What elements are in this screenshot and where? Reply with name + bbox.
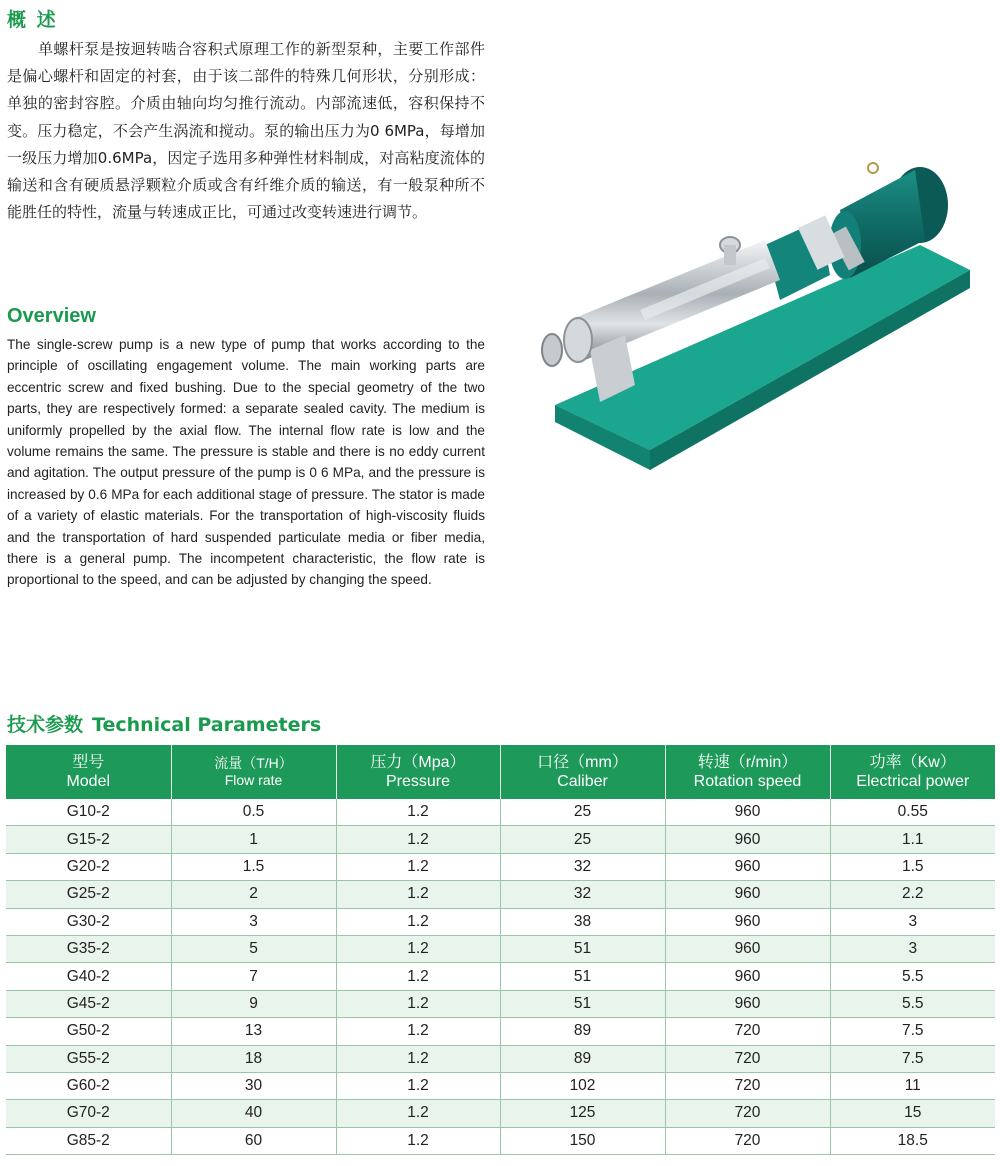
table-cell: 1.2 <box>336 1018 500 1045</box>
col-caliber-en: Caliber <box>557 773 608 790</box>
table-cell: 1.2 <box>336 881 500 908</box>
col-flow-rate-en: Flow rate <box>224 772 283 788</box>
table-cell: G40-2 <box>6 963 171 990</box>
table-cell: 720 <box>665 1127 830 1154</box>
table-cell: G10-2 <box>6 799 171 826</box>
table-cell: 1.2 <box>336 853 500 880</box>
table-cell: G15-2 <box>6 826 171 853</box>
table-cell: 15 <box>830 1100 995 1127</box>
table-cell: 13 <box>171 1018 336 1045</box>
table-cell: 720 <box>665 1072 830 1099</box>
table-cell: 960 <box>665 853 830 880</box>
table-cell: 51 <box>500 935 665 962</box>
tech-params-heading-cn: 技术参数 <box>7 714 84 736</box>
table-cell: 0.5 <box>171 799 336 826</box>
col-rotation-speed <box>665 745 830 799</box>
col-rotation-speed-cn: 转速（r/min） <box>697 754 798 771</box>
col-caliber-cn: 口径（mm） <box>537 754 628 771</box>
table-cell: 89 <box>500 1018 665 1045</box>
table-cell: 5.5 <box>830 963 995 990</box>
table-row <box>6 1018 995 1045</box>
col-pressure-en: Pressure <box>385 773 451 790</box>
table-cell: 18 <box>171 1045 336 1072</box>
table-cell: 1.2 <box>336 908 500 935</box>
overview-en-paragraph: The single-screw pump is a new type of pump that works according to the principle of oscillating engagement volume. The main working parts are eccentric screw and fixed bushing. Due to the special geometry of the two parts, they are respectively formed: a separate sealed cavity. The medium is uniformly propelled by the axial flow. The internal flow rate is low and the volume remains the same. The pressure is stable and there is no eddy current and agitation. The output pressure of the pump is 0 6 MPa, and the pressure is increased by 0.6 MPa for each additional stage of pressure. The stator is made of a variety of elastic materials. For the transportation of high-viscosity fluids and the transportation of hard suspended particulate media or fiber media, there is a general pump. The incompetent characteristic, the flow rate is proportional to the speed, and can be adjusted by changing the speed. <box>7 337 485 588</box>
table-cell: 125 <box>500 1100 665 1127</box>
table-cell: 720 <box>665 1045 830 1072</box>
table-cell: G35-2 <box>6 935 171 962</box>
inlet-flange <box>564 318 592 362</box>
table-cell: G25-2 <box>6 881 171 908</box>
table-row <box>6 1045 995 1072</box>
table-cell: 51 <box>500 963 665 990</box>
table-cell: 51 <box>500 990 665 1017</box>
table-cell: 102 <box>500 1072 665 1099</box>
table-cell: 1.5 <box>171 853 336 880</box>
overview-cn-paragraph: 单螺杆泵是按迴转啮合容积式原理工作的新型泵种，主要工作部件是偏心螺杆和固定的衬套，由于该二部件的特殊几何形状，分别形成：单独的密封容腔。介质由轴向均匀推行流动。内部流速低，容积保持不变。压力稳定，不会产生涡流和搅动。泵的输出压力为0 6MPa，每增加一级压力增加0.6MPa，因定子选用多种弹性材料制成，对高粘度流体的输送和含有硬质悬浮颗粒介质或含有纤维介质的输送，有一般泵种所不能胜任的特性，流量与转速成正比，可通过改变转速进行调节。 <box>7 40 485 222</box>
table-cell: G30-2 <box>6 908 171 935</box>
table-cell: 38 <box>500 908 665 935</box>
table-cell: 150 <box>500 1127 665 1154</box>
table-cell: 7 <box>171 963 336 990</box>
table-cell: 1.2 <box>336 935 500 962</box>
table-row <box>6 881 995 908</box>
table-row <box>6 963 995 990</box>
col-caliber <box>500 745 665 799</box>
table-cell: G50-2 <box>6 1018 171 1045</box>
col-electrical-power-cn: 功率（Kw） <box>869 754 956 771</box>
tech-params-heading-en: Technical Parameters <box>92 714 322 736</box>
table-cell: 1.2 <box>336 1045 500 1072</box>
table-cell: 2.2 <box>830 881 995 908</box>
table-cell: 1.2 <box>336 1127 500 1154</box>
col-model <box>6 745 171 799</box>
table-cell: G60-2 <box>6 1072 171 1099</box>
table-row <box>6 799 995 826</box>
table-cell: 1.2 <box>336 963 500 990</box>
table-row <box>6 826 995 853</box>
col-model-en: Model <box>66 773 111 790</box>
table-cell: 720 <box>665 1018 830 1045</box>
table-cell: 18.5 <box>830 1127 995 1154</box>
table-cell: 11 <box>830 1072 995 1099</box>
table-cell: 960 <box>665 799 830 826</box>
table-cell: G85-2 <box>6 1127 171 1154</box>
table-cell: 0.55 <box>830 799 995 826</box>
tech-params-heading <box>7 710 330 737</box>
table-cell: 960 <box>665 826 830 853</box>
table-cell: 60 <box>171 1127 336 1154</box>
lifting-eye <box>868 163 878 173</box>
col-flow-rate <box>171 745 336 799</box>
table-cell: 1.5 <box>830 853 995 880</box>
table-row <box>6 1100 995 1127</box>
table-cell: 89 <box>500 1045 665 1072</box>
table-cell: 1.2 <box>336 990 500 1017</box>
table-cell: 1.2 <box>336 826 500 853</box>
table-row <box>6 935 995 962</box>
col-rotation-speed-en: Rotation speed <box>693 773 802 790</box>
tech-params-table <box>6 745 995 1155</box>
col-flow-rate-cn: 流量（T/H） <box>214 755 293 771</box>
table-cell: 1 <box>171 826 336 853</box>
table-row <box>6 908 995 935</box>
overview-cn-heading: 概 述 <box>7 9 58 31</box>
table-cell: 1.2 <box>336 1100 500 1127</box>
table-header-row <box>6 745 995 799</box>
table-cell: 3 <box>830 935 995 962</box>
table-cell: 9 <box>171 990 336 1017</box>
col-electrical-power <box>830 745 995 799</box>
table-cell: 2 <box>171 881 336 908</box>
col-model-cn: 型号 <box>72 754 105 771</box>
table-cell: 960 <box>665 963 830 990</box>
table-cell: 720 <box>665 1100 830 1127</box>
table-row <box>6 853 995 880</box>
col-pressure <box>336 745 500 799</box>
table-cell: 1.1 <box>830 826 995 853</box>
table-cell: 3 <box>171 908 336 935</box>
table-cell: 32 <box>500 853 665 880</box>
table-cell: 30 <box>171 1072 336 1099</box>
table-cell: 7.5 <box>830 1018 995 1045</box>
pump-image <box>530 150 980 480</box>
table-cell: 25 <box>500 799 665 826</box>
table-cell: 960 <box>665 990 830 1017</box>
table-cell: 960 <box>665 908 830 935</box>
table-cell: 960 <box>665 935 830 962</box>
table-row <box>6 1127 995 1154</box>
table-row <box>6 990 995 1017</box>
table-row <box>6 1072 995 1099</box>
table-cell: 25 <box>500 826 665 853</box>
col-pressure-cn: 压力（Mpa） <box>370 754 466 771</box>
table-cell: 40 <box>171 1100 336 1127</box>
table-cell: 1.2 <box>336 1072 500 1099</box>
table-cell: G70-2 <box>6 1100 171 1127</box>
table-cell: 3 <box>830 908 995 935</box>
table-cell: 5 <box>171 935 336 962</box>
table-cell: G55-2 <box>6 1045 171 1072</box>
table-cell: 1.2 <box>336 799 500 826</box>
table-cell: 32 <box>500 881 665 908</box>
table-cell: 7.5 <box>830 1045 995 1072</box>
table-cell: 960 <box>665 881 830 908</box>
table-cell: G20-2 <box>6 853 171 880</box>
table-cell: G45-2 <box>6 990 171 1017</box>
col-electrical-power-en: Electrical power <box>856 773 970 790</box>
table-cell: 5.5 <box>830 990 995 1017</box>
overview-en-heading: Overview <box>7 305 96 327</box>
